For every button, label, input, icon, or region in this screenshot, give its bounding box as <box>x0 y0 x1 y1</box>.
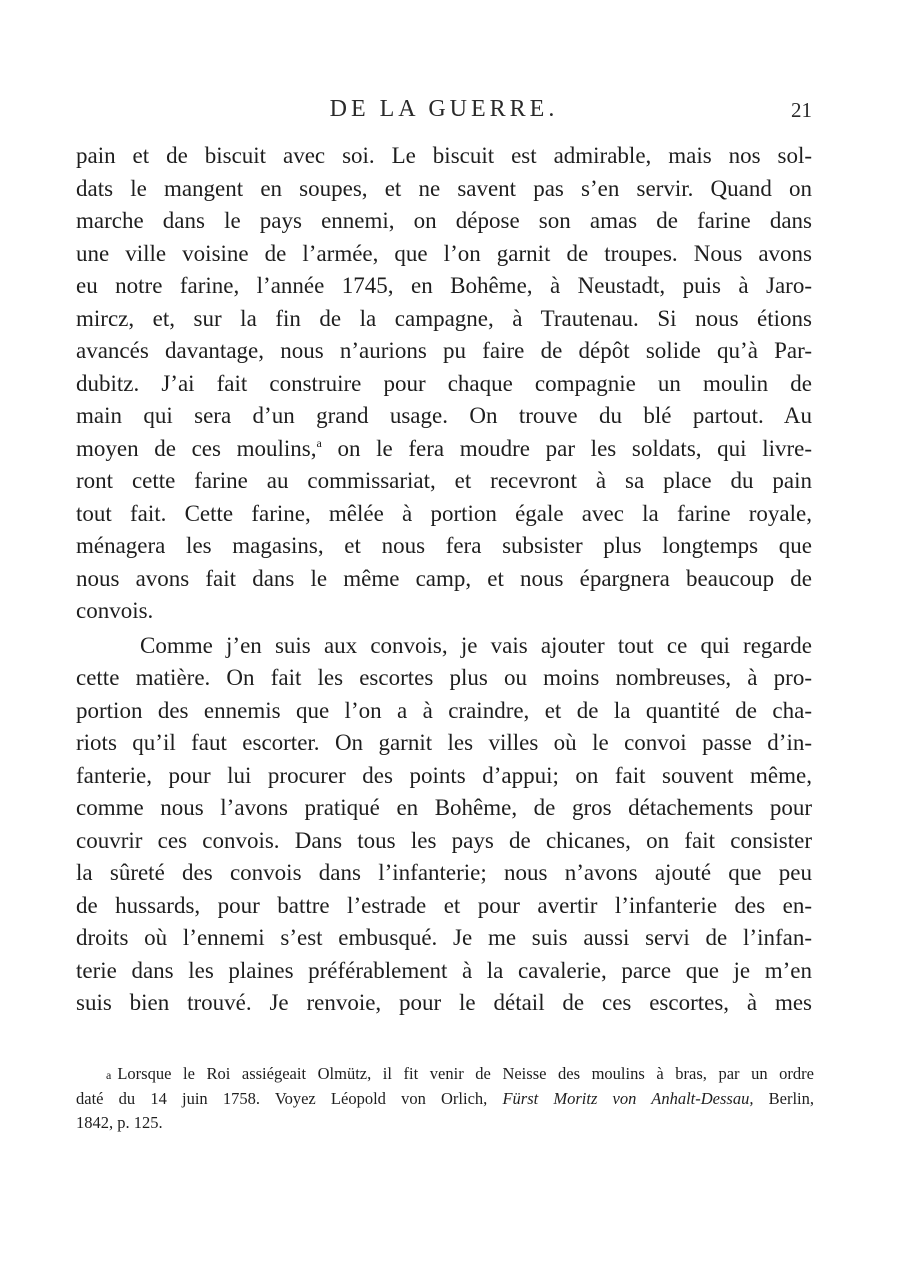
text-line: couvrir ces convois. Dans tous les pays de chicanes, on fait consister <box>76 827 812 853</box>
text-line: portion des ennemis que l’on a à craindre, et de la quantité de cha- <box>76 697 812 723</box>
text-segment: moyen de ces moulins, <box>76 435 317 461</box>
footnote-reference[interactable]: a <box>316 435 322 450</box>
text-line: pain et de biscuit avec soi. Le biscuit est admirable, mais nos sol- <box>76 143 812 168</box>
text-segment: on le fera moudre par les soldats, qui livre- <box>337 435 812 461</box>
text-line: suis bien trouvé. Je renvoie, pour le détail de ces escortes, à mes <box>76 990 812 1015</box>
running-head <box>76 96 812 126</box>
footnote-line <box>76 1062 814 1087</box>
text-line: mircz, et, sur la fin de la campagne, à Trautenau. Si nous étions <box>76 305 812 331</box>
text-line: marche dans le pays ennemi, on dépose son amas de farine dans <box>76 208 812 233</box>
footnote-text: Berlin, <box>768 1088 814 1108</box>
footnote-marker: a <box>106 1068 112 1082</box>
text-line: une ville voisine de l’armée, que l’on garnit de troupes. Nous avons <box>76 240 812 266</box>
text-line: avancés davantage, nous n’aurions pu faire de dépôt solide qu’à Par- <box>76 338 812 363</box>
text-line: fanterie, pour lui procurer des points d’appui; on fait souvent même, <box>76 762 812 788</box>
text-line: eu notre farine, l’année 1745, en Bohême, à Neustadt, puis à Jaro- <box>76 273 812 298</box>
text-line: ménagera les magasins, et nous fera subsister plus longtemps que <box>76 533 812 558</box>
text-line: dats le mangent en soupes, et ne savent pas s’en servir. Quand on <box>76 175 812 201</box>
footnote-text: daté du 14 juin 1758. Voyez Léopold von Orlich, <box>76 1088 488 1108</box>
text-line: comme nous l’avons pratiqué en Bohême, de gros détachements pour <box>76 795 812 820</box>
footnote-line <box>76 1087 814 1112</box>
text-line: dubitz. J’ai fait construire pour chaque compagnie un moulin de <box>76 370 812 396</box>
footnote <box>76 1062 814 1136</box>
page-number: 21 <box>791 98 812 122</box>
text-line: la sûreté des convois dans l’infanterie; nous n’avons ajouté que peu <box>76 860 812 885</box>
text-line: terie dans les plaines préférablement à la cavalerie, parce que je m’en <box>76 957 812 983</box>
text-line: cette matière. On fait les escortes plus ou moins nombreuses, à pro- <box>76 665 812 690</box>
footnote-line: 1842, p. 125. <box>76 1113 163 1132</box>
text-line: tout fait. Cette farine, mêlée à portion égale avec la farine royale, <box>76 500 812 526</box>
text-line: convois. <box>76 598 154 623</box>
running-title: DE LA GUERRE. <box>329 96 559 122</box>
text-line-with-footnote-ref <box>76 433 812 466</box>
text-line: riots qu’il faut escorter. On garnit les villes où le convoi passe d’in- <box>76 730 812 755</box>
text-line: ront cette farine au commissariat, et recevront à sa place du pain <box>76 468 812 493</box>
text-line: nous avons fait dans le même camp, et nous épargnera beaucoup de <box>76 565 812 591</box>
body-text <box>76 140 812 1020</box>
book-title: Fürst Moritz von Anhalt-Dessau, <box>502 1088 754 1108</box>
text-line: Comme j’en suis aux convois, je vais ajouter tout ce qui regarde <box>140 632 812 658</box>
text-line: main qui sera d’un grand usage. On trouve du blé partout. Au <box>76 403 812 428</box>
footnote-text: Lorsque le Roi assiégeait Olmütz, il fit venir de Neisse des moulins à bras, par un ordre <box>117 1064 814 1083</box>
text-line: droits où l’ennemi s’est embusqué. Je me suis aussi servi de l’infan- <box>76 925 812 950</box>
text-line: de hussards, pour battre l’estrade et pour avertir l’infanterie des en- <box>76 892 812 918</box>
